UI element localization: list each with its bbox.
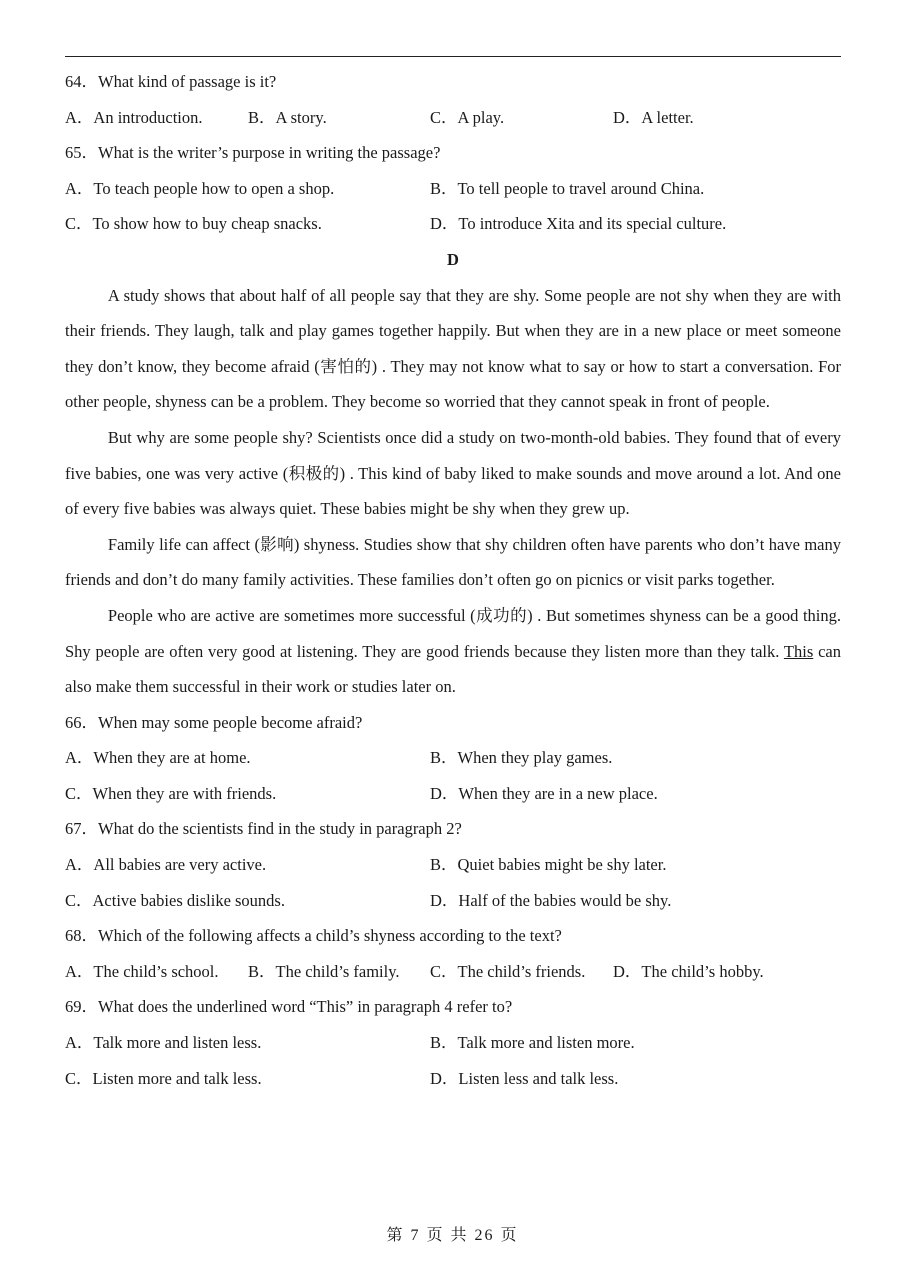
paragraph-4-text-after: can also make them successful in their work or studies later on. [65,641,841,697]
question-68-options [65,954,841,990]
passage-paragraph-2: But why are some people shy? Scientists once did a study on two-month-old babies. They found that of every five babies, one was very active (积极的) . This kind of baby liked to make sounds and move around a lot. And one of every five babies was always quiet. These babies might be shy when they grew up. [65,427,841,519]
option-66-d: D．When they are in a new place. [430,783,658,803]
passage [65,278,841,705]
option-69-b: B．Talk more and listen more. [430,1033,635,1053]
section-title: D [447,249,459,269]
option-69-c: C．Listen more and talk less. [65,1068,262,1088]
option-66-c: C．When they are with friends. [65,783,277,803]
question-65-options-row1 [65,171,841,207]
option-68-b: B．The child’s family. [248,961,400,981]
question-69-options-row2 [65,1061,841,1097]
option-68-d: D．The child’s hobby. [613,961,764,981]
option-68-c: C．The child’s friends. [430,961,586,981]
paragraph-4-text-before: People who are active are sometimes more successful (成功的) . But sometimes shyness can be a good thing. Shy people are often very good at listening. They are good friends because they listen more than they talk. [65,605,841,661]
option-69-d: D．Listen less and talk less. [430,1068,619,1088]
option-64-d: D．A letter. [613,107,694,127]
option-67-a: A．All babies are very active. [65,855,267,875]
option-69-a: A．Talk more and listen less. [65,1033,262,1053]
question-67-stem: 67．What do the scientists find in the study in paragraph 2? [65,819,462,839]
option-67-d: D．Half of the babies would be shy. [430,890,672,910]
question-69-stem: 69．What does the underlined word “This” in paragraph 4 refer to? [65,997,513,1017]
question-69-options-row1 [65,1025,841,1061]
option-67-c: C．Active babies dislike sounds. [65,890,285,910]
question-64-options [65,100,841,136]
option-65-c: C．To show how to buy cheap snacks. [65,214,322,234]
question-65-stem: 65．What is the writer’s purpose in writing the passage? [65,143,441,163]
option-64-a: A．An introduction. [65,107,203,127]
option-64-b: B．A story. [248,107,327,127]
question-66-stem: 66．When may some people become afraid? [65,712,363,732]
passage-paragraph-4 [65,598,841,705]
option-65-a: A．To teach people how to open a shop. [65,178,335,198]
option-65-d: D．To introduce Xita and its special culture. [430,214,727,234]
question-65-options-row2 [65,206,841,242]
underlined-word-this: This [783,641,814,661]
passage-paragraph-1: A study shows that about half of all people say that they are shy. Some people are not shy when they are with their friends. They laugh, talk and play games together happily. But when they are in a new place or meet someone they don’t know, they become afraid (害怕的) . They may not know what to say or how to start a conversation. For other people, shyness can be a problem. They become so worried that they cannot speak in front of people. [65,285,841,412]
option-67-b: B．Quiet babies might be shy later. [430,855,667,875]
page-footer: 第 7 页 共 26 页 [386,1227,519,1244]
passage-paragraph-3: Family life can affect (影响) shyness. Studies show that shy children often have parents who don’t have many friends and don’t do many family activities. These families don’t often go on picnics or visit parks together. [65,534,841,590]
option-66-b: B．When they play games. [430,748,613,768]
question-67-options-row2 [65,883,841,919]
question-68-stem: 68．Which of the following affects a child’s shyness according to the text? [65,926,562,946]
question-67-options-row1 [65,847,841,883]
option-66-a: A．When they are at home. [65,748,251,768]
question-64-stem: 64．What kind of passage is it? [65,72,277,91]
question-66-options-row1 [65,740,841,776]
option-65-b: B．To tell people to travel around China. [430,178,705,198]
question-66-options-row2 [65,776,841,812]
header-rule [65,56,841,57]
option-68-a: A．The child’s school. [65,961,219,981]
option-64-c: C．A play. [430,107,505,127]
exam-page [65,64,841,1096]
